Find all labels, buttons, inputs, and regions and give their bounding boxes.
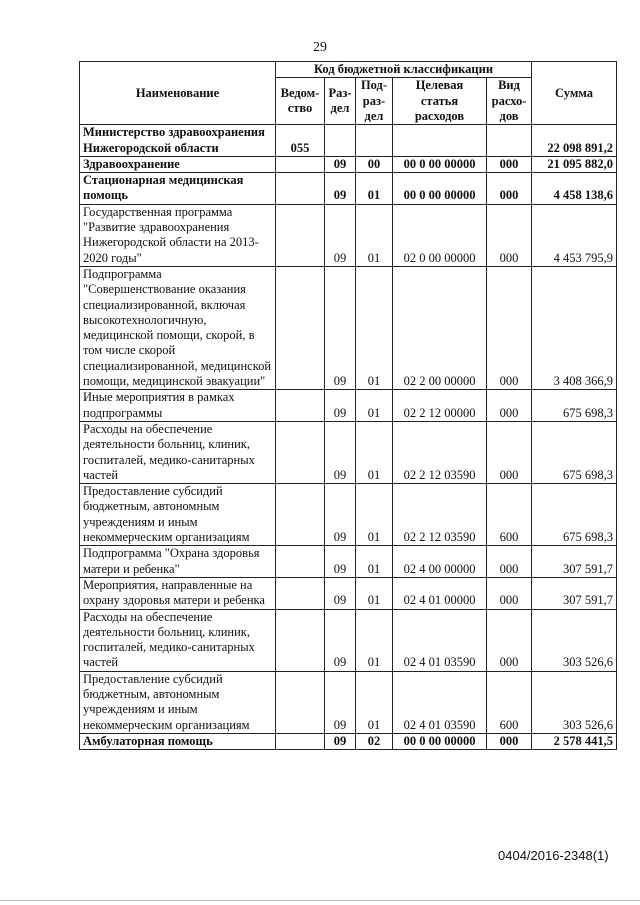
row-razdel: 09 xyxy=(325,733,356,749)
row-name: Государственная программа "Развитие здравоохранения Нижегородской области на 2013-2020 годы" xyxy=(80,204,276,266)
header-vid-rashodov: Вид расхо-дов xyxy=(487,78,532,125)
row-celevaya-statya: 00 0 00 00000 xyxy=(393,156,487,172)
row-name: Предоставление субсидий бюджетным, автономным учреждениям и иным некоммерческим организациям xyxy=(80,671,276,733)
page-number: 29 xyxy=(313,40,327,55)
table-row xyxy=(80,156,617,172)
row-podrazdel: 01 xyxy=(356,390,393,422)
row-celevaya-statya: 02 4 00 00000 xyxy=(393,546,487,578)
row-name: Здравоохранение xyxy=(80,156,276,172)
row-razdel: 09 xyxy=(325,156,356,172)
row-podrazdel: 01 xyxy=(356,577,393,609)
budget-table xyxy=(79,61,617,750)
row-name: Подпрограмма "Охрана здоровья матери и ребенка" xyxy=(80,546,276,578)
row-vid-rashodov: 000 xyxy=(487,577,532,609)
row-sum: 4 458 138,6 xyxy=(532,173,617,205)
row-vedomstvo xyxy=(276,671,325,733)
row-podrazdel: 01 xyxy=(356,546,393,578)
row-podrazdel: 01 xyxy=(356,204,393,266)
row-podrazdel: 01 xyxy=(356,266,393,389)
row-vid-rashodov: 600 xyxy=(487,484,532,546)
row-celevaya-statya: 00 0 00 00000 xyxy=(393,173,487,205)
row-vedomstvo xyxy=(276,577,325,609)
row-vid-rashodov: 000 xyxy=(487,609,532,671)
row-name: Расходы на обеспечение деятельности больниц, клиник, госпиталей, медико-санитарных частей xyxy=(80,421,276,483)
header-vedomstvo: Ведом-ство xyxy=(276,78,325,125)
header-name: Наименование xyxy=(80,62,276,125)
header-sum: Сумма xyxy=(532,62,617,125)
row-razdel: 09 xyxy=(325,577,356,609)
row-sum: 21 095 882,0 xyxy=(532,156,617,172)
row-vedomstvo xyxy=(276,390,325,422)
table-row xyxy=(80,546,617,578)
row-name: Расходы на обеспечение деятельности больниц, клиник, госпиталей, медико-санитарных частей xyxy=(80,609,276,671)
row-name: Иные мероприятия в рамках подпрограммы xyxy=(80,390,276,422)
row-sum: 675 698,3 xyxy=(532,390,617,422)
row-vid-rashodov: 000 xyxy=(487,204,532,266)
row-vid-rashodov: 000 xyxy=(487,390,532,422)
row-vid-rashodov: 000 xyxy=(487,173,532,205)
row-sum: 2 578 441,5 xyxy=(532,733,617,749)
row-sum: 307 591,7 xyxy=(532,577,617,609)
row-name: Амбулаторная помощь xyxy=(80,733,276,749)
row-name: Министерство здравоохранения Нижегородской области xyxy=(80,125,276,157)
table-row xyxy=(80,204,617,266)
row-vid-rashodov: 000 xyxy=(487,733,532,749)
row-celevaya-statya: 02 0 00 00000 xyxy=(393,204,487,266)
row-sum: 675 698,3 xyxy=(532,484,617,546)
row-name: Предоставление субсидий бюджетным, автономным учреждениям и иным некоммерческим организациям xyxy=(80,484,276,546)
row-celevaya-statya: 02 2 12 03590 xyxy=(393,421,487,483)
row-celevaya-statya: 02 4 01 03590 xyxy=(393,671,487,733)
row-vid-rashodov: 000 xyxy=(487,546,532,578)
header-classification-group: Код бюджетной классификации xyxy=(276,62,532,78)
row-razdel: 09 xyxy=(325,421,356,483)
row-sum: 4 453 795,9 xyxy=(532,204,617,266)
row-sum: 3 408 366,9 xyxy=(532,266,617,389)
row-vedomstvo xyxy=(276,421,325,483)
row-vedomstvo xyxy=(276,173,325,205)
header-razdel: Раз-дел xyxy=(325,78,356,125)
row-vedomstvo xyxy=(276,609,325,671)
table-row xyxy=(80,173,617,205)
row-razdel: 09 xyxy=(325,204,356,266)
row-podrazdel: 00 xyxy=(356,156,393,172)
row-name: Подпрограмма "Совершенствование оказания специализированной, включая высокотехнологичную, медицинской помощи, скорой, в том числе скорой специализированной, медицинской помощи, медицинской эвакуации" xyxy=(80,266,276,389)
row-celevaya-statya: 00 0 00 00000 xyxy=(393,733,487,749)
table-row xyxy=(80,484,617,546)
row-razdel: 09 xyxy=(325,546,356,578)
row-razdel: 09 xyxy=(325,609,356,671)
bottom-rule xyxy=(0,900,640,901)
row-razdel xyxy=(325,125,356,157)
row-sum: 303 526,6 xyxy=(532,671,617,733)
row-vedomstvo xyxy=(276,733,325,749)
row-sum: 22 098 891,2 xyxy=(532,125,617,157)
row-vedomstvo xyxy=(276,546,325,578)
row-razdel: 09 xyxy=(325,266,356,389)
table-row xyxy=(80,421,617,483)
row-vedomstvo xyxy=(276,156,325,172)
row-podrazdel: 01 xyxy=(356,671,393,733)
row-vedomstvo xyxy=(276,266,325,389)
row-vid-rashodov xyxy=(487,125,532,157)
table-row xyxy=(80,390,617,422)
table-row xyxy=(80,671,617,733)
row-celevaya-statya: 02 4 01 03590 xyxy=(393,609,487,671)
row-podrazdel: 01 xyxy=(356,609,393,671)
row-vedomstvo xyxy=(276,204,325,266)
header-celevaya-statya: Целевая статья расходов xyxy=(393,78,487,125)
row-razdel: 09 xyxy=(325,173,356,205)
row-sum: 675 698,3 xyxy=(532,421,617,483)
row-vedomstvo: 055 xyxy=(276,125,325,157)
table-row xyxy=(80,609,617,671)
row-celevaya-statya: 02 2 12 03590 xyxy=(393,484,487,546)
row-celevaya-statya: 02 2 12 00000 xyxy=(393,390,487,422)
row-celevaya-statya: 02 4 01 00000 xyxy=(393,577,487,609)
row-podrazdel: 01 xyxy=(356,421,393,483)
row-sum: 307 591,7 xyxy=(532,546,617,578)
header-podrazdel: Под-раз-дел xyxy=(356,78,393,125)
row-vid-rashodov: 000 xyxy=(487,421,532,483)
row-celevaya-statya: 02 2 00 00000 xyxy=(393,266,487,389)
row-sum: 303 526,6 xyxy=(532,609,617,671)
row-podrazdel: 01 xyxy=(356,173,393,205)
row-podrazdel xyxy=(356,125,393,157)
row-podrazdel: 01 xyxy=(356,484,393,546)
row-razdel: 09 xyxy=(325,484,356,546)
row-vedomstvo xyxy=(276,484,325,546)
document-code: 0404/2016-2348(1) xyxy=(498,848,609,863)
row-celevaya-statya xyxy=(393,125,487,157)
row-name: Мероприятия, направленные на охрану здоровья матери и ребенка xyxy=(80,577,276,609)
table-row xyxy=(80,266,617,389)
row-vid-rashodov: 600 xyxy=(487,671,532,733)
row-vid-rashodov: 000 xyxy=(487,266,532,389)
table-row xyxy=(80,125,617,157)
table-row xyxy=(80,733,617,749)
row-podrazdel: 02 xyxy=(356,733,393,749)
row-name: Стационарная медицинская помощь xyxy=(80,173,276,205)
row-vid-rashodov: 000 xyxy=(487,156,532,172)
row-razdel: 09 xyxy=(325,390,356,422)
row-razdel: 09 xyxy=(325,671,356,733)
table-row xyxy=(80,577,617,609)
